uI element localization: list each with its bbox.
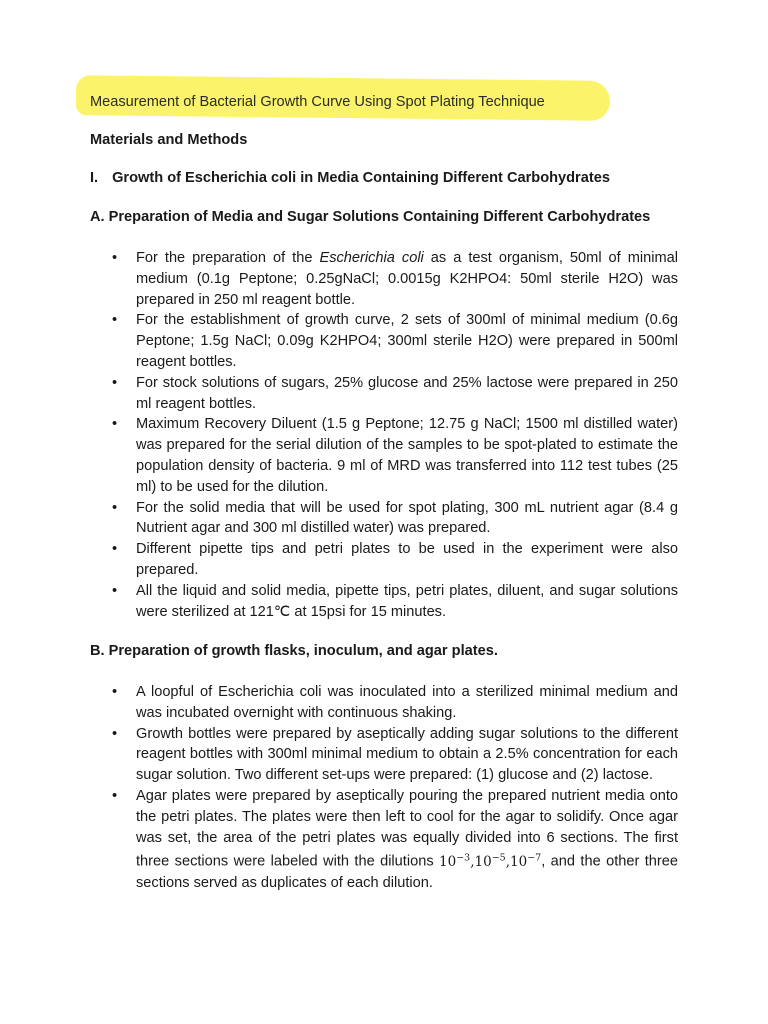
document-title: Measurement of Bacterial Growth Curve Using Spot Plating Technique bbox=[90, 94, 545, 110]
section-b-list bbox=[110, 682, 678, 893]
list-item: • Agar plates were prepared by aseptically pouring the prepared nutrient media onto the petri plates. The plates were then left to cool for the agar to solidify. Once agar was set, the area of the petri plates was equally divided into 6 sections. The first three sections were labeled with the dilutions $10^{-3},10^{-5},10^{-7}$, and the other three sections served as duplicates of each dilution. bbox=[110, 786, 678, 893]
section-one-number: I. bbox=[90, 170, 99, 186]
section-a-list bbox=[110, 248, 678, 622]
section-b-heading: B. Preparation of growth flasks, inoculum, and agar plates. bbox=[90, 643, 498, 659]
list-item: • Growth bottles were prepared by aseptically adding sugar solutions to the different reagent bottles with 300ml minimal medium to obtain a 2.5% concentration for each sugar solution. Two different set-ups were prepared: (1) glucose and (2) lactose. bbox=[110, 724, 678, 786]
list-item: • For the solid media that will be used for spot plating, 300 mL nutrient agar (8.4 g Nutrient agar and 300 ml distilled water) was prepared. bbox=[110, 498, 678, 540]
section-a-heading: A. Preparation of Media and Sugar Solutions Containing Different Carbohydrates bbox=[90, 209, 651, 225]
list-item: • All the liquid and solid media, pipette tips, petri plates, diluent, and sugar solutions were sterilized at 121℃ at 15psi for 15 minutes. bbox=[110, 581, 678, 623]
list-item: • Different pipette tips and petri plates to be used in the experiment were also prepared. bbox=[110, 539, 678, 581]
list-item: • A loopful of Escherichia coli was inoculated into a sterilized minimal medium and was incubated overnight with continuous shaking. bbox=[110, 682, 678, 724]
materials-heading: Materials and Methods bbox=[90, 132, 248, 148]
list-item: • For stock solutions of sugars, 25% glucose and 25% lactose were prepared in 250 ml reagent bottles. bbox=[110, 373, 678, 415]
list-item: • For the establishment of growth curve, 2 sets of 300ml of minimal medium (0.6g Peptone; 1.5g NaCl; 0.09g K2HPO4; 300ml sterile H2O) were prepared in 500ml reagent bottles. bbox=[110, 310, 678, 372]
list-item: • For the preparation of the Escherichia coli as a test organism, 50ml of minimal medium (0.1g Peptone; 0.25gNaCl; 0.0015g K2HPO4: 50ml sterile H2O) was prepared in 250 ml reagent bottle. bbox=[110, 248, 678, 310]
organism-name: Escherichia coli bbox=[319, 250, 424, 266]
section-one-heading bbox=[90, 170, 610, 186]
section-one-title: Growth of Escherichia coli in Media Containing Different Carbohydrates bbox=[112, 170, 610, 186]
dilution-values: $10^{-3},10^{-5},10^{-7}$ bbox=[439, 852, 542, 870]
list-item: • Maximum Recovery Diluent (1.5 g Peptone; 12.75 g NaCl; 1500 ml distilled water) was prepared for the serial dilution of the samples to be spot-plated to estimate the population density of bacteria. 9 ml of MRD was transferred into 112 test tubes (25 ml) to be used for the dilution. bbox=[110, 414, 678, 497]
